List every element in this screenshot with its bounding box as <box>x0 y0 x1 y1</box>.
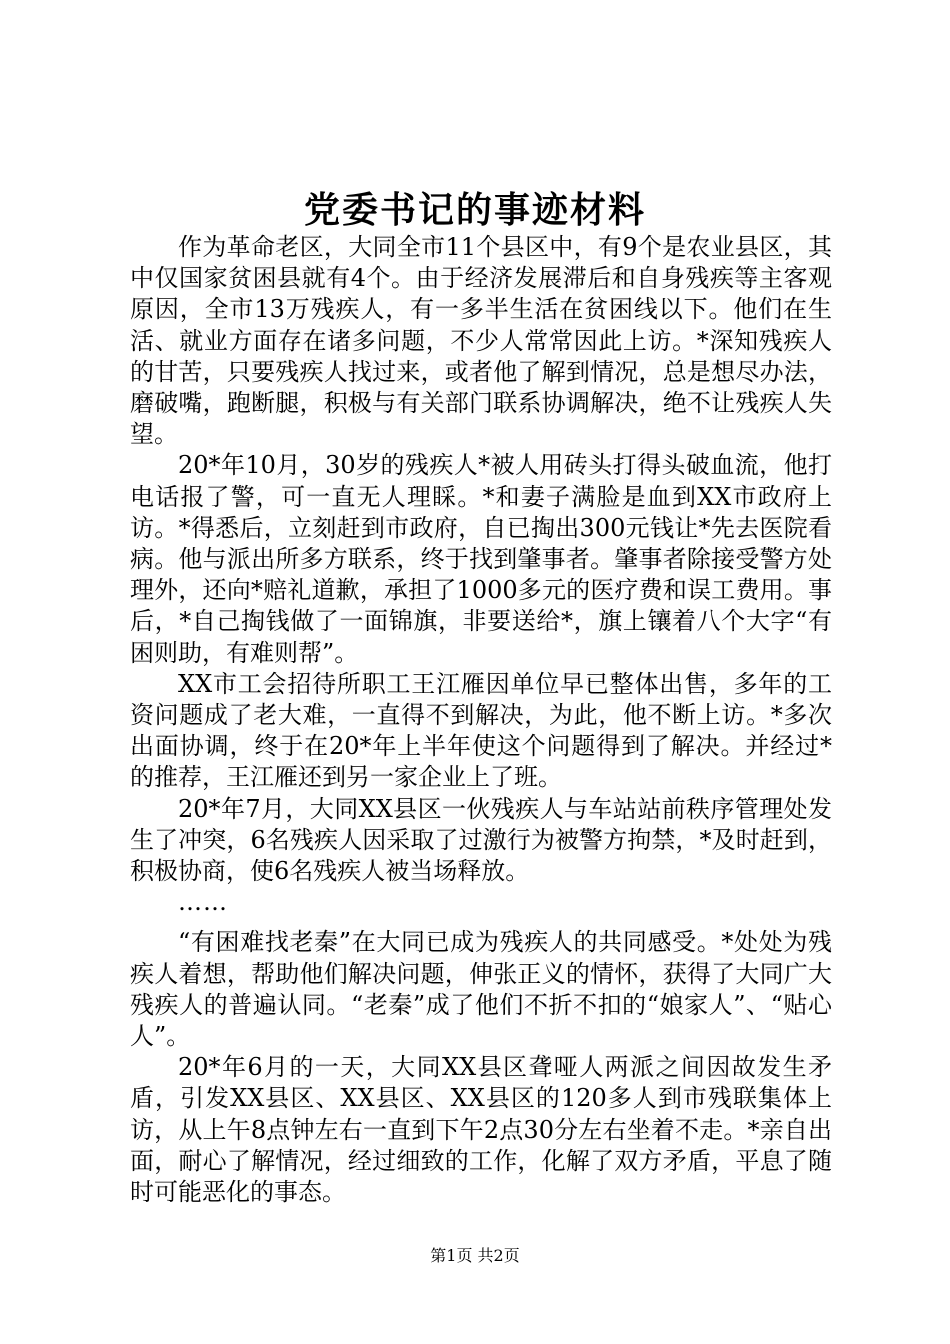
paragraph: 作为革命老区，大同全市11个县区中，有9个是农业县区，其中仅国家贫困县就有4个。由于经济发展滞后和自身残疾等主客观原因，全市13万残疾人，有一多半生活在贫困线以下。他们在生活、就业方面存在诸多问题，不少人常常因此上访。*深知残疾人的甘苦，只要残疾人找过来，或者他了解到情况，总是想尽办法，磨破嘴，跑断腿，积极与有关部门联系协调解决，绝不让残疾人失望。 <box>130 233 832 449</box>
page-footer: 第1页 共2页 <box>430 1246 520 1265</box>
paragraph: “有困难找老秦”在大同已成为残疾人的共同感受。*处处为残疾人着想，帮助他们解决问题，伸张正义的情怀，获得了大同广大残疾人的普遍认同。“老秦”成了他们不折不扣的“娘家人”、“贴心人”。 <box>130 928 832 1051</box>
paragraph: XX市工会招待所职工王江雁因单位早已整体出售，多年的工资问题成了老大难，一直得不到解决，为此，他不断上访。*多次出面协调，终于在20*年上半年使这个问题得到了解决。并经过*的推荐，王江雁还到另一家企业上了班。 <box>130 669 832 792</box>
ellipsis: …… <box>178 888 228 917</box>
paragraph: 20*年10月，30岁的残疾人*被人用砖头打得头破血流，他打电话报了警，可一直无人理睬。*和妻子满脸是血到XX市政府上访。*得悉后，立刻赶到市政府，自已掏出300元钱让*先去医院看病。他与派出所多方联系，终于找到肇事者。肇事者除接受警方处理外，还向*赔礼道歉，承担了1000多元的医疗费和误工费用。事后，*自己掏钱做了一面锦旗，非要送给*，旗上镶着八个大字“有困则助，有难则帮”。 <box>130 451 832 667</box>
paragraph: 20*年6月的一天，大同XX县区聋哑人两派之间因故发生矛盾，引发XX县区、XX县区、XX县区的120多人到市残联集体上访，从上午8点钟左右一直到下午2点30分左右坐着不走。*亲自出面，耐心了解情况，经过细致的工作，化解了双方矛盾，平息了随时可能恶化的事态。 <box>130 1053 832 1207</box>
document-title: 党委书记的事迹材料 <box>303 189 646 231</box>
document-body <box>130 232 832 1208</box>
paragraph: 20*年7月，大同XX县区一伙残疾人与车站站前秩序管理处发生了冲突，6名残疾人因采取了过激行为被警方拘禁，*及时赶到，积极协商，使6名残疾人被当场释放。 <box>130 794 832 886</box>
